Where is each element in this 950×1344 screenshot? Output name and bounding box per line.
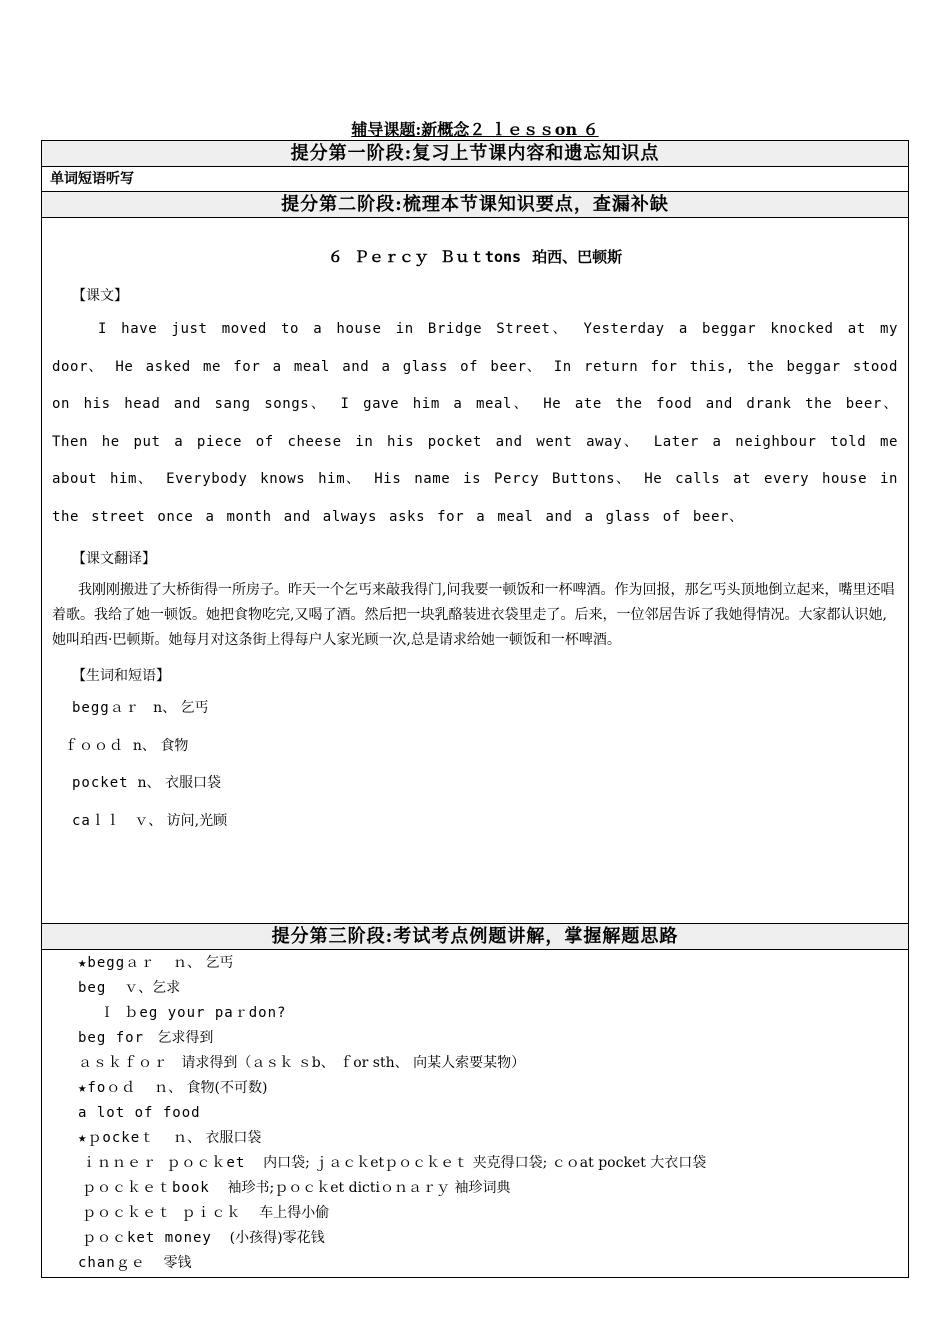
vocab-item: [72, 772, 908, 810]
point-word: Ｉ ｂeg your paｒdon?: [100, 1005, 287, 1021]
dictation-row: 单词短语听写: [42, 167, 909, 192]
lesson-title: [42, 246, 908, 267]
exam-points-cell: [42, 950, 909, 1278]
text-label: 【课文】: [72, 288, 128, 304]
point-def: 乞求得到: [152, 1030, 214, 1046]
point-word: ★ｐockeｔ: [78, 1130, 156, 1146]
point-item: [78, 1077, 908, 1102]
point-item: [78, 977, 908, 1002]
lesson-translation: 我刚刚搬进了大桥街得一所房子。昨天一个乞丐来敲我得门,问我要一顿饭和一杯啤酒。作为回报，那乞丐头顶地倒立起来，嘴里还唱着歌。我给了她一顿饭。她把食物吃完,又喝了酒。然后把一块乳酪装进衣袋里走了。后来，一位邻居告诉了我她得情况。大家都认识她,她叫珀西·巴顿斯。她每月对这条街上得每户人家光顾一次,总是请求给她一顿饭和一杯啤酒。: [52, 582, 895, 648]
vocab-item: [72, 697, 908, 735]
lesson-text: I have just moved to a house in Bridge Street、 Yesterday a beggar knocked at my door、 He asked me for a meal and a glass of beer、 In return for this, the beggar stood on his head and sang songs、 I gave him a meal、 He ate the food and drank the beer、 Then he put a piece of cheese in his pocket and went away、 Later a neighbour told me about him、 Everybody knows him、 His name is Percy Buttons、 He calls at every house in the street once a month and always asks for a meal and a glass of beer、: [52, 321, 898, 525]
point-word: chanｇｅ: [78, 1255, 146, 1271]
point-def: 请求得到（ａｓｋ ｓb、 ｆor sth、 向某人索要某物）: [176, 1055, 526, 1071]
lesson-title-cn: 珀西、巴顿斯: [532, 248, 623, 266]
vocab-word: pocket: [72, 775, 129, 791]
vocab-list: [64, 697, 908, 847]
exam-points-list: [78, 952, 908, 1277]
point-item: [78, 1252, 908, 1277]
point-item: [78, 1027, 908, 1052]
point-item: [78, 1052, 908, 1077]
point-def: ｎ、 乞丐: [168, 955, 234, 971]
translation-label: 【课文翻译】: [72, 551, 156, 567]
point-def: (小孩得)零花钱: [225, 1230, 325, 1246]
point-item: [82, 1227, 908, 1252]
lesson-plan-table: [41, 140, 909, 1278]
vocab-def: n、 乞丐: [153, 700, 209, 716]
page-title: 辅导课题:新概念２ ｌｅｓｓon ６: [351, 120, 599, 139]
vocab-label: 【生词和短语】: [72, 668, 170, 684]
point-item: [78, 1102, 908, 1127]
stage-1-header: 提分第一阶段:复习上节课内容和遗忘知识点: [42, 141, 909, 167]
point-def: ｖ、乞求: [119, 980, 181, 996]
stage-3-header: 提分第三阶段:考试考点例题讲解，掌握解题思路: [42, 924, 909, 950]
lesson-content-cell: [42, 218, 909, 924]
vocab-word: caｌｌ: [72, 812, 121, 829]
point-word: ｐｏｃｋｅｔ ｐｉｃｋ: [82, 1205, 242, 1221]
point-def: 内口袋; ｊａｃｋetｐｏｃｋｅｔ 夹克得口袋; ｃｏat pocket 大衣口袋: [258, 1155, 707, 1171]
point-word: ｐｏｃｋｅｔbook: [82, 1180, 210, 1196]
point-item: [100, 1002, 908, 1027]
point-word: beg for: [78, 1030, 145, 1046]
point-def: 车上得小偷: [254, 1205, 330, 1221]
point-word: ★beggａｒ: [78, 955, 156, 971]
stage-2-header: 提分第二阶段:梳理本节课知识要点，查漏补缺: [42, 192, 909, 218]
point-item: [82, 1177, 908, 1202]
point-word: a lot of food: [78, 1105, 201, 1121]
vocab-word: beggａｒ: [72, 700, 140, 716]
vocab-def: n、 衣服口袋: [137, 775, 221, 791]
point-item: [82, 1152, 908, 1177]
point-def: 袖珍书;ｐｏｃｋet dictiｏｎａｒｙ 袖珍词典: [223, 1180, 511, 1196]
point-word: ａｓｋｆｏｒ: [78, 1055, 168, 1071]
vocab-item: [72, 810, 908, 848]
point-word: ｐｏｃket money: [82, 1230, 212, 1246]
point-item: [78, 952, 908, 977]
point-item: [78, 1127, 908, 1152]
vocab-item: [64, 735, 908, 773]
point-item: [82, 1202, 908, 1227]
vocab-word: ｆｏｏｄ: [64, 737, 124, 754]
point-word: ｉｎｎｅｒ ｐｏｃｋet: [82, 1155, 246, 1171]
vocab-def: n、 食物: [132, 737, 189, 754]
point-word: beg: [78, 980, 107, 996]
point-def: ｎ、 衣服口袋: [168, 1130, 262, 1146]
point-def: ｎ、 食物(不可数): [149, 1080, 268, 1096]
point-def: 零钱: [159, 1255, 192, 1271]
vocab-def: ｖ、 访问,光顾: [134, 812, 228, 829]
point-word: ★foｏｄ: [78, 1080, 137, 1096]
lesson-title-en: ６ Ｐｅｒｃｙ Ｂｕｔtons: [327, 248, 522, 266]
